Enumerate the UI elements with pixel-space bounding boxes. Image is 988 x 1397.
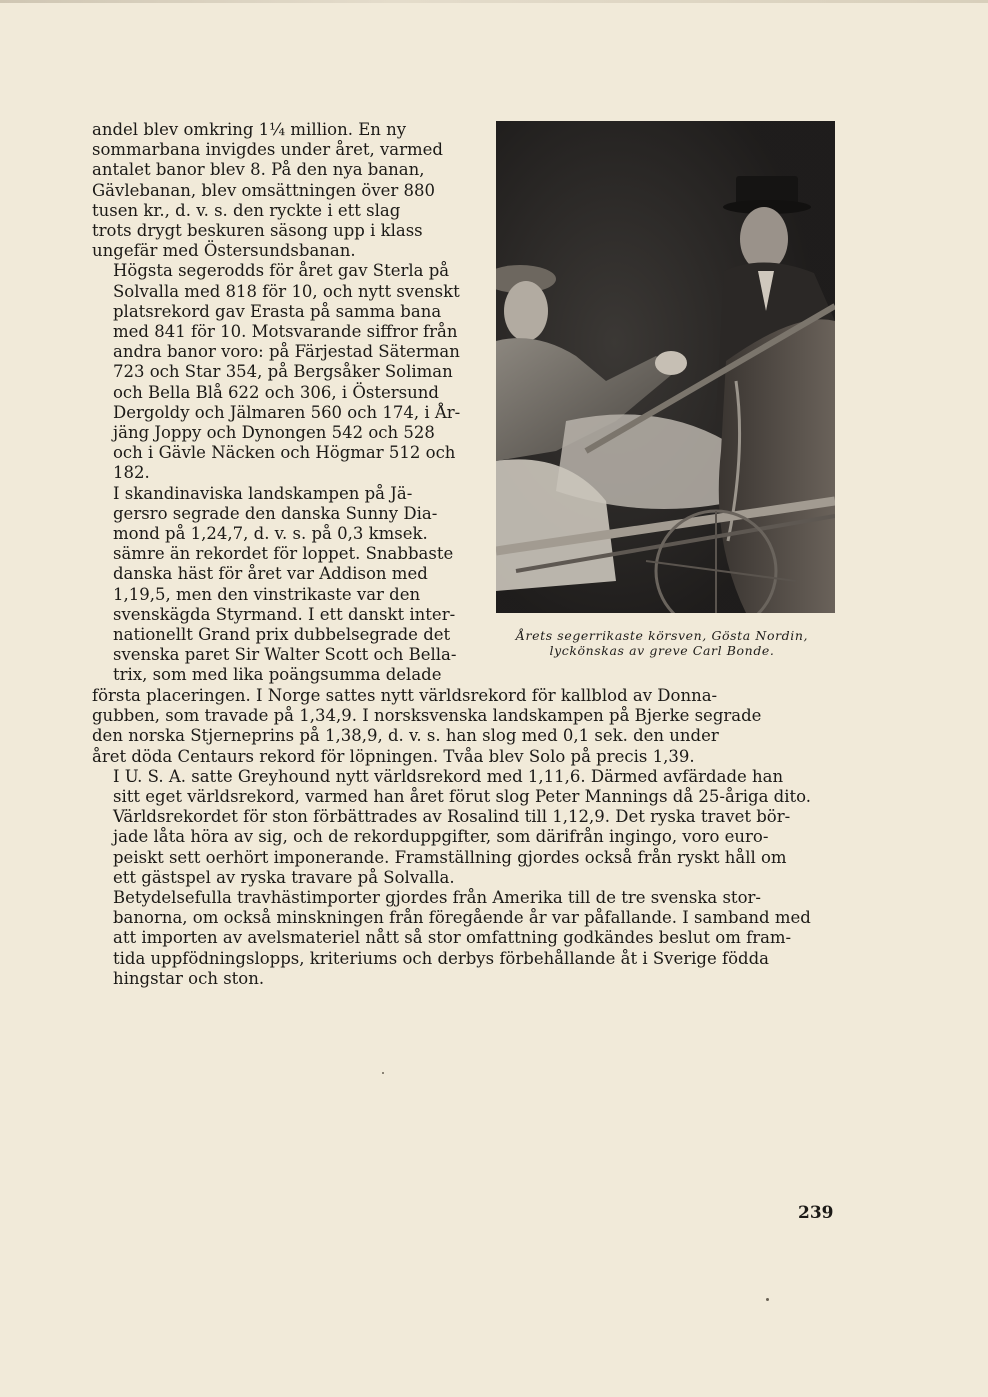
- text-line: den norska Stjerneprins på 1,38,9, d. v. s. han slog med 0,1 sek. den under: [92, 726, 719, 746]
- paragraph-3: [92, 484, 466, 686]
- text-line: att importen av avelsmateriel nått så stor omfattning godkändes beslut om fram-: [113, 928, 792, 948]
- text-line: I skandinaviska landskampen på Jä-: [113, 483, 413, 503]
- text-line: 182.: [113, 463, 150, 483]
- text-line: Dergoldy och Jälmaren 560 och 174, i År-: [113, 402, 461, 422]
- page-edge: [0, 0, 988, 3]
- text-line: danska häst för året var Addison med: [113, 564, 428, 584]
- page-number: 239: [798, 1203, 834, 1223]
- text-line: banorna, om också minskningen från föregående år var påfallande. I samband med: [113, 908, 811, 928]
- text-line: 1,19,5, men den vinstrikaste var den: [113, 584, 421, 604]
- text-line: och Bella Blå 622 och 306, i Östersund: [113, 382, 439, 402]
- paragraph-5: [92, 888, 833, 989]
- text-line: med 841 för 10. Motsvarande siffror från: [113, 322, 458, 342]
- text-line: sitt eget världsrekord, varmed han året förut slog Peter Mannings då 25-åriga dito.: [113, 787, 812, 807]
- text-line: gubben, som travade på 1,34,9. I norsksvenska landskampen på Bjerke segrade: [92, 706, 762, 726]
- text-line: andel blev omkring 1¼ million. En ny: [92, 120, 407, 139]
- text-line: nationellt Grand prix dubbelsegrade det: [113, 625, 451, 645]
- text-line: I U. S. A. satte Greyhound nytt världsrekord med 1,11,6. Därmed avfärdade han: [113, 766, 784, 786]
- paragraph-1: [92, 120, 466, 261]
- print-speck: [382, 1072, 384, 1074]
- full-width-text: [92, 686, 833, 989]
- caption-line: lyckönskas av greve Carl Bonde.: [549, 643, 775, 658]
- text-line: Betydelsefulla travhästimporter gjordes från Amerika till de tre svenska stor-: [113, 888, 761, 908]
- text-line: sommarbana invigdes under året, varmed: [92, 140, 443, 160]
- text-line: trots drygt beskuren säsong upp i klass: [92, 221, 423, 241]
- text-line: sämre än rekordet för loppet. Snabbaste: [113, 544, 454, 564]
- photo-image: [496, 121, 835, 613]
- text-line: året döda Centaurs rekord för löpningen. Tvåa blev Solo på precis 1,39.: [92, 746, 695, 766]
- text-line: svenskägda Styrmand. I ett danskt inter-: [113, 604, 456, 624]
- text-line: jäng Joppy och Dynongen 542 och 528: [113, 423, 435, 443]
- text-line: ungefär med Östersundsbanan.: [92, 241, 356, 261]
- text-line: Världsrekordet för ston förbättrades av Rosalind till 1,12,9. Det ryska travet bör-: [113, 807, 791, 827]
- text-line: svenska paret Sir Walter Scott och Bella-: [113, 645, 457, 665]
- text-line: Högsta segerodds för året gav Sterla på: [113, 261, 450, 281]
- text-line: gersro segrade den danska Sunny Dia-: [113, 503, 438, 523]
- text-line: tusen kr., d. v. s. den ryckte i ett slag: [92, 200, 401, 220]
- text-line: och i Gävle Näcken och Högmar 512 och: [113, 443, 456, 463]
- text-line: ett gästspel av ryska travare på Solvalla.: [113, 867, 455, 887]
- text-line: första placeringen. I Norge sattes nytt världsrekord för kallblod av Donna-: [92, 686, 718, 705]
- text-line: platsrekord gav Erasta på samma bana: [113, 301, 442, 321]
- text-line: 723 och Star 354, på Bergsåker Soliman: [113, 362, 453, 382]
- text-line: antalet banor blev 8. På den nya banan,: [92, 160, 425, 180]
- text-line: Solvalla med 818 för 10, och nytt svenskt: [113, 281, 460, 301]
- paragraph-3-continued: [92, 686, 833, 767]
- text-line: peiskt sett oerhört imponerande. Framställning gjordes också från ryskt håll om: [113, 847, 787, 867]
- text-line: hingstar och ston.: [113, 968, 265, 988]
- photo-caption: [484, 628, 840, 658]
- photo-trotting-winner: [496, 121, 835, 613]
- paragraph-2: [92, 261, 466, 483]
- left-column-text: [92, 120, 466, 686]
- text-line: trix, som med lika poängsumma delade: [113, 665, 442, 685]
- text-line: jade låta höra av sig, och de rekorduppgifter, som därifrån ingingo, voro euro-: [113, 827, 769, 847]
- text-line: Gävlebanan, blev omsättningen över 880: [92, 180, 436, 200]
- text-line: mond på 1,24,7, d. v. s. på 0,3 kmsek.: [113, 524, 428, 544]
- text-line: tida uppfödningslopps, kriteriums och derbys förbehållande åt i Sverige födda: [113, 948, 769, 968]
- caption-line: Årets segerrikaste körsven, Gösta Nordin,: [515, 628, 809, 643]
- paragraph-4: [92, 767, 833, 888]
- text-line: andra banor voro: på Färjestad Säterman: [113, 342, 460, 362]
- print-speck: [766, 1298, 769, 1301]
